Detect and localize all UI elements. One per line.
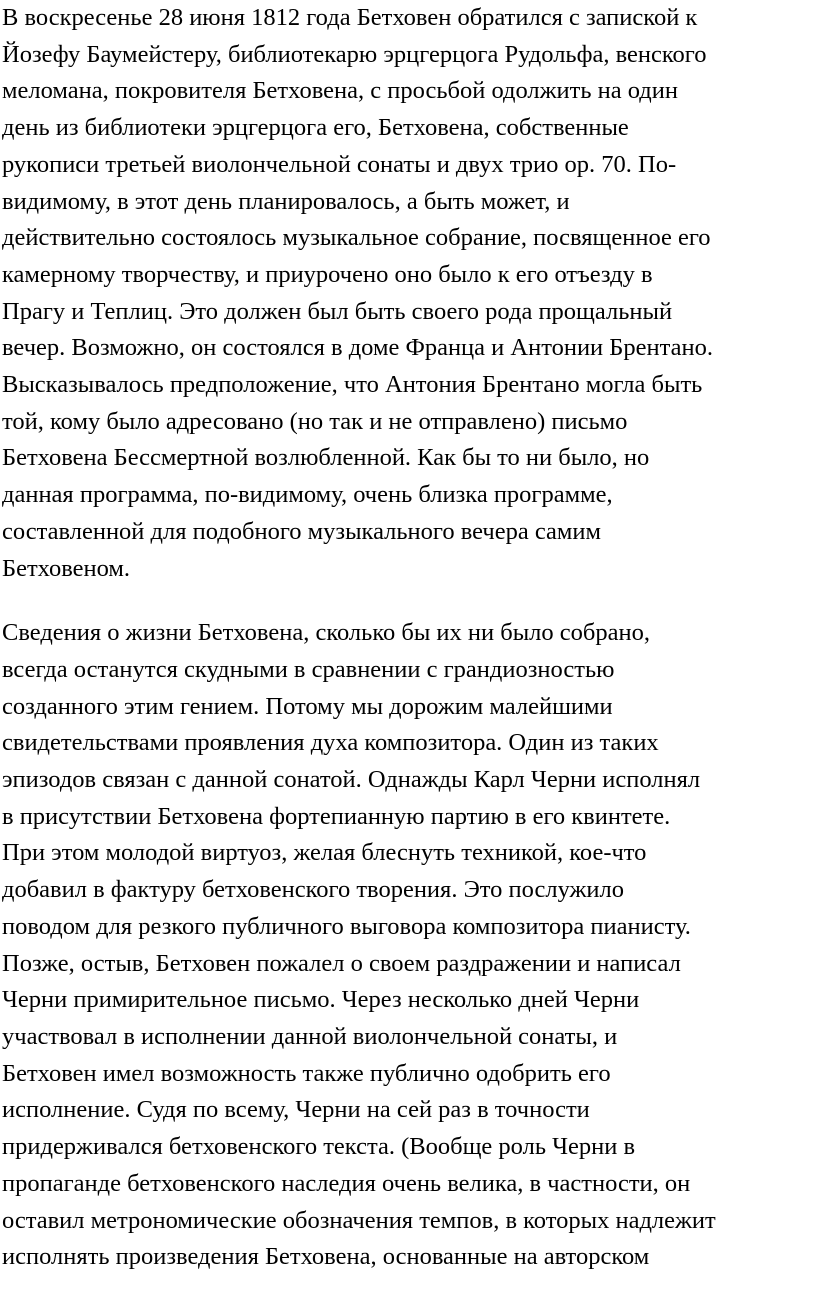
text-line: видимому, в этот день планировалось, а быть может, и [2, 187, 570, 215]
text-line: При этом молодой виртуоз, желая блеснуть техникой, кое-что [2, 839, 647, 867]
text-line: созданного этим гением. Потому мы дорожим малейшими [2, 692, 613, 720]
text-line: Высказывалось предположение, что Антония Брентано могла быть [2, 371, 703, 399]
text-line: Позже, остыв, Бетховен пожалел о своем раздражении и написал [2, 949, 681, 977]
document-page [2, 0, 816, 1292]
text-line: камерному творчеству, и приурочено оно было к его отъезду в [2, 260, 653, 288]
text-line: Черни примирительное письмо. Через несколько дней Черни [2, 986, 640, 1014]
text-line: рукописи третьей виолончельной сонаты и двух трио ор. 70. По- [2, 150, 677, 178]
text-line: В воскресенье 28 июня 1812 года Бетховен обратился с запиской к [2, 4, 698, 31]
text-line: действительно состоялось музыкальное собрание, посвященное его [2, 224, 711, 252]
text-line: исполнять произведения Бетховена, основанные на авторском [2, 1243, 650, 1271]
text-line: той, кому было адресовано (но так и не отправлено) письмо [2, 407, 628, 435]
paragraph-czerny-episode [2, 615, 816, 1276]
text-line: эпизодов связан с данной сонатой. Однажды Карл Черни исполнял [2, 766, 701, 794]
text-line: Бетховеном. [2, 554, 131, 582]
text-line: свидетельствами проявления духа композитора. Один из таких [2, 729, 659, 757]
text-line: всегда останутся скудными в сравнении с грандиозностью [2, 655, 615, 683]
text-line: Бетховена Бессмертной возлюбленной. Как бы то ни было, но [2, 444, 650, 472]
text-line: данная программа, по-видимому, очень близка программе, [2, 481, 613, 509]
text-line: Бетховен имел возможность также публично одобрить его [2, 1059, 611, 1087]
text-line: добавил в фактуру бетховенского творения. Это послужило [2, 876, 625, 904]
text-line: Сведения о жизни Бетховена, сколько бы их ни было собрано, [2, 619, 650, 647]
text-line: Йозефу Баумейстеру, библиотекарю эрцгерцога Рудольфа, венского [2, 40, 707, 68]
text-line: в присутствии Бетховена фортепианную партию в его квинтете. [2, 802, 671, 830]
text-line: придерживался бетховенского текста. (Вообще роль Черни в [2, 1133, 636, 1161]
text-line: оставил метрономические обозначения темпов, в которых надлежит [2, 1206, 716, 1234]
text-line: меломана, покровителя Бетховена, с просьбой одолжить на один [2, 77, 678, 105]
text-line: поводом для резкого публичного выговора композитора пианисту. [2, 912, 691, 940]
paragraph-beethoven-1812-evening [2, 0, 816, 587]
text-line: вечер. Возможно, он состоялся в доме Франца и Антонии Брентано. [2, 334, 713, 362]
text-line: пропаганде бетховенского наследия очень велика, в частности, он [2, 1169, 691, 1197]
text-line: исполнение. Судя по всему, Черни на сей раз в точности [2, 1096, 590, 1124]
text-line: составленной для подобного музыкального вечера самим [2, 517, 602, 545]
text-line: Прагу и Теплиц. Это должен был быть своего рода прощальный [2, 297, 673, 325]
text-line: день из библиотеки эрцгерцога его, Бетховена, собственные [2, 114, 629, 142]
text-line: участвовал в исполнении данной виолончельной сонаты, и [2, 1022, 618, 1050]
